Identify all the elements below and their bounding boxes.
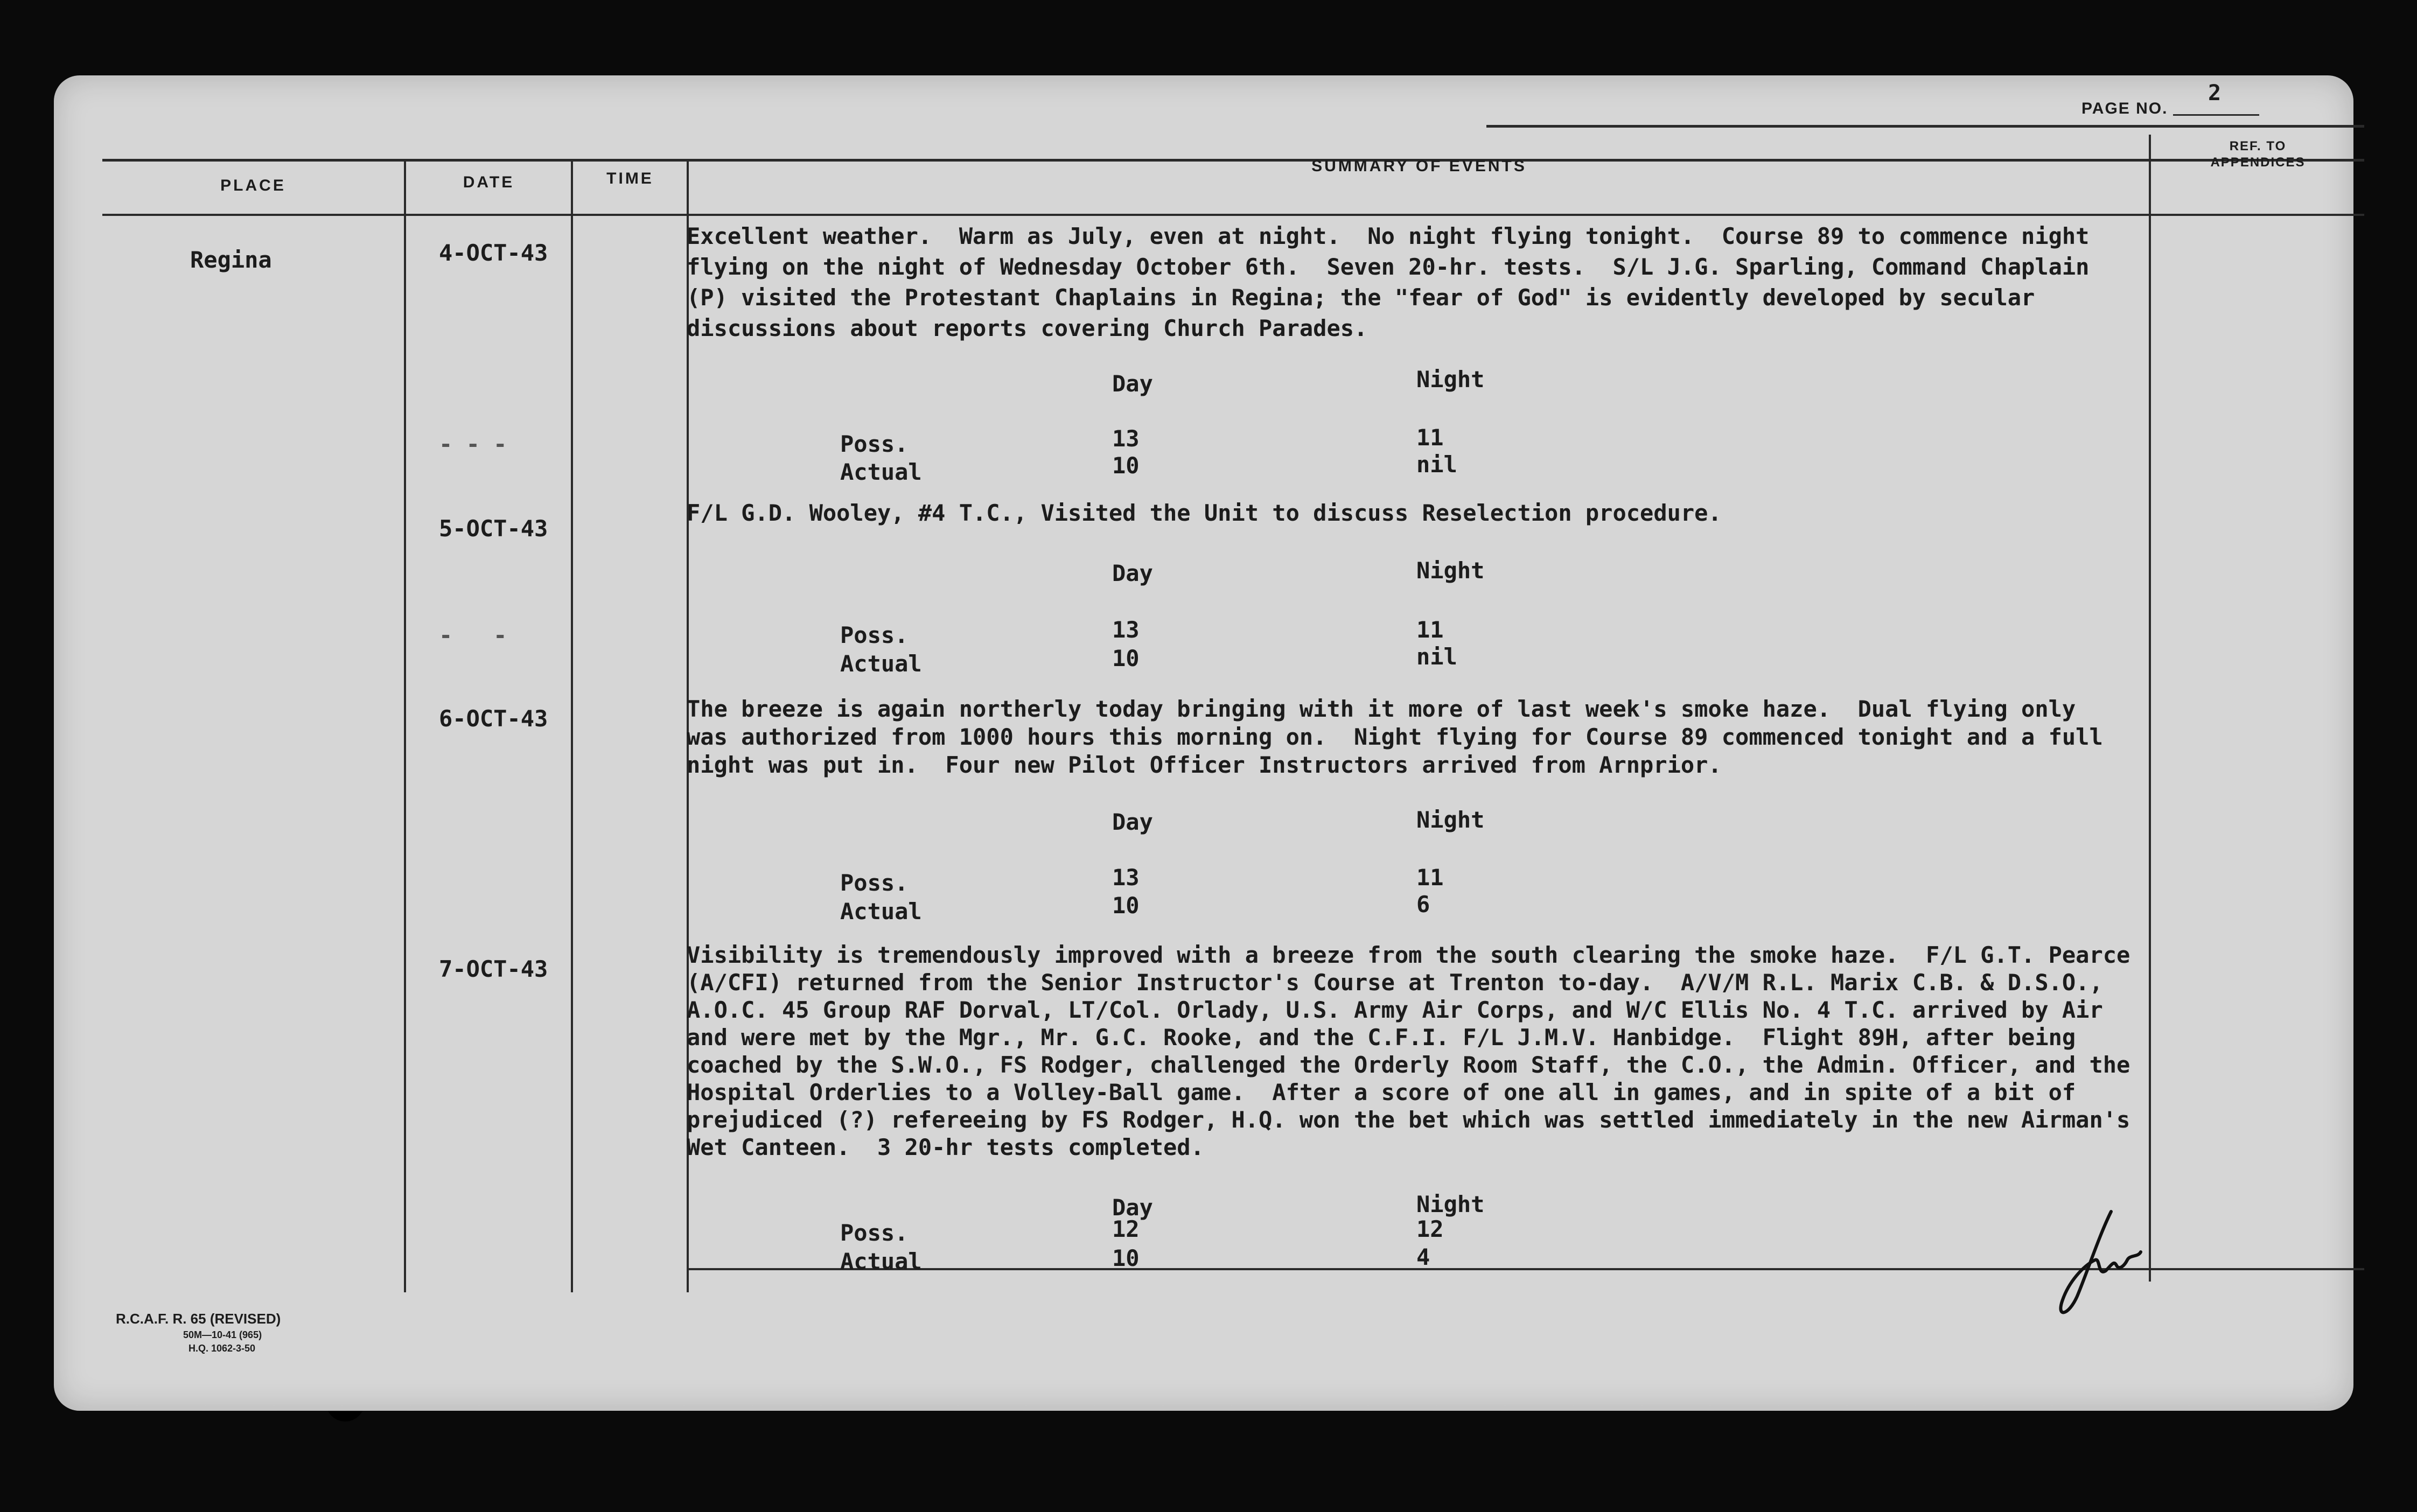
entry-summary-line: Wet Canteen. 3 20-hr tests completed. bbox=[687, 1134, 1204, 1160]
poss-night: 11 bbox=[1416, 864, 1444, 891]
entry-summary-line: was authorized from 1000 hours this morning on. Night flying for Course 89 commenced tonight and a full bbox=[687, 724, 2103, 750]
day-label: Day bbox=[1112, 809, 1153, 835]
actual-night: 4 bbox=[1416, 1244, 1430, 1270]
entry-summary-line: prejudiced (?) refereeing by FS Rodger, H.Q. won the bet which was settled immediately in the new Airman's bbox=[687, 1107, 2130, 1133]
night-label: Night bbox=[1416, 557, 1485, 584]
poss-day: 12 bbox=[1112, 1216, 1140, 1242]
column-divider-place bbox=[404, 159, 406, 1292]
actual-day: 10 bbox=[1112, 452, 1140, 479]
actual-label: Actual bbox=[840, 650, 922, 677]
header-ref-line2: APPENDICES bbox=[2210, 155, 2306, 170]
entry-date: 7-OCT-43 bbox=[439, 956, 548, 982]
date-dash-mark: - - - bbox=[439, 431, 507, 457]
day-label: Day bbox=[1112, 1194, 1153, 1221]
header-ref-line1: REF. TO bbox=[2229, 139, 2287, 153]
entry-summary-line: night was put in. Four new Pilot Officer Instructors arrived from Arnprior. bbox=[687, 752, 1722, 778]
page-number-underline bbox=[2173, 114, 2259, 116]
entry-summary-line: discussions about reports covering Church Parades. bbox=[687, 315, 1368, 341]
poss-day: 13 bbox=[1112, 425, 1140, 452]
column-divider-date bbox=[571, 159, 573, 1292]
header-date: DATE bbox=[463, 173, 515, 191]
actual-label: Actual bbox=[840, 1248, 922, 1275]
form-hq-code: H.Q. 1062-3-50 bbox=[188, 1343, 256, 1354]
date-dash-mark: - - bbox=[439, 622, 507, 648]
day-label: Day bbox=[1112, 370, 1153, 397]
handwritten-initials bbox=[2046, 1201, 2143, 1341]
place-value: Regina bbox=[190, 247, 272, 273]
poss-night: 11 bbox=[1416, 617, 1444, 643]
night-label: Night bbox=[1416, 807, 1485, 833]
actual-label: Actual bbox=[840, 459, 922, 485]
entry-date: 6-OCT-43 bbox=[439, 705, 548, 732]
poss-night: 11 bbox=[1416, 424, 1444, 451]
entry-summary-line: (A/CFI) returned from the Senior Instructor's Course at Trenton to-day. A/V/M R.L. Marix C.B. & D.S.O., bbox=[687, 969, 2103, 996]
header-time: TIME bbox=[606, 170, 654, 187]
column-divider-summary bbox=[2149, 135, 2151, 1282]
actual-night: nil bbox=[1416, 451, 1457, 478]
actual-night: nil bbox=[1416, 643, 1457, 670]
poss-label: Poss. bbox=[840, 622, 909, 648]
header-bottom-rule bbox=[102, 214, 2364, 216]
actual-night: 6 bbox=[1416, 891, 1430, 918]
actual-day: 10 bbox=[1112, 892, 1140, 919]
actual-day: 10 bbox=[1112, 645, 1140, 671]
page-number-value: 2 bbox=[2208, 81, 2222, 106]
entry-summary-line: F/L G.D. Wooley, #4 T.C., Visited the Unit to discuss Reselection procedure. bbox=[687, 500, 1722, 526]
form-number: R.C.A.F. R. 65 (REVISED) bbox=[116, 1311, 281, 1327]
poss-day: 13 bbox=[1112, 617, 1140, 643]
poss-night: 12 bbox=[1416, 1216, 1444, 1242]
page-number-label: PAGE NO. bbox=[2081, 100, 2168, 117]
poss-day: 13 bbox=[1112, 864, 1140, 891]
entry-summary-line: A.O.C. 45 Group RAF Dorval, LT/Col. Orlady, U.S. Army Air Corps, and W/C Ellis No. 4 T.C. arrived by Air bbox=[687, 997, 2103, 1023]
form-print-code: 50M—10-41 (965) bbox=[183, 1329, 262, 1340]
entry-summary-line: Excellent weather. Warm as July, even at night. No night flying tonight. Course 89 to commence night bbox=[687, 223, 2090, 249]
header-summary: SUMMARY OF EVENTS bbox=[1311, 157, 1527, 175]
entry-summary-line: (P) visited the Protestant Chaplains in Regina; the "fear of God" is evidently developed by secular bbox=[687, 284, 2035, 311]
entry-summary-line: coached by the S.W.O., FS Rodger, challenged the Orderly Room Staff, the C.O., the Admin. Officer, and the bbox=[687, 1052, 2130, 1078]
entry-date: 5-OCT-43 bbox=[439, 515, 548, 542]
entry-date: 4-OCT-43 bbox=[439, 240, 548, 266]
entry-summary-line: The breeze is again northerly today bringing with it more of last week's smoke haze. Dual flying only bbox=[687, 696, 2076, 722]
entry-summary-line: Visibility is tremendously improved with a breeze from the south clearing the smoke haze. F/L G.T. Pearce bbox=[687, 942, 2130, 968]
night-label: Night bbox=[1416, 1191, 1485, 1217]
top-rule bbox=[1486, 125, 2364, 128]
poss-label: Poss. bbox=[840, 870, 909, 896]
entry-summary-line: flying on the night of Wednesday October 6th. Seven 20-hr. tests. S/L J.G. Sparling, Command Chaplain bbox=[687, 254, 2090, 280]
entry-summary-line: and were met by the Mgr., Mr. G.C. Rooke, and the C.F.I. F/L J.M.V. Hanbidge. Flight 89H, after being bbox=[687, 1024, 2076, 1051]
actual-label: Actual bbox=[840, 898, 922, 925]
night-label: Night bbox=[1416, 366, 1485, 393]
poss-label: Poss. bbox=[840, 431, 909, 457]
poss-label: Poss. bbox=[840, 1220, 909, 1246]
operations-record-card bbox=[54, 75, 2353, 1411]
day-label: Day bbox=[1112, 560, 1153, 586]
entry-summary-line: Hospital Orderlies to a Volley-Ball game. After a score of one all in games, and in spite of a bit of bbox=[687, 1079, 2076, 1105]
actual-day: 10 bbox=[1112, 1245, 1140, 1271]
header-place: PLACE bbox=[220, 177, 286, 194]
